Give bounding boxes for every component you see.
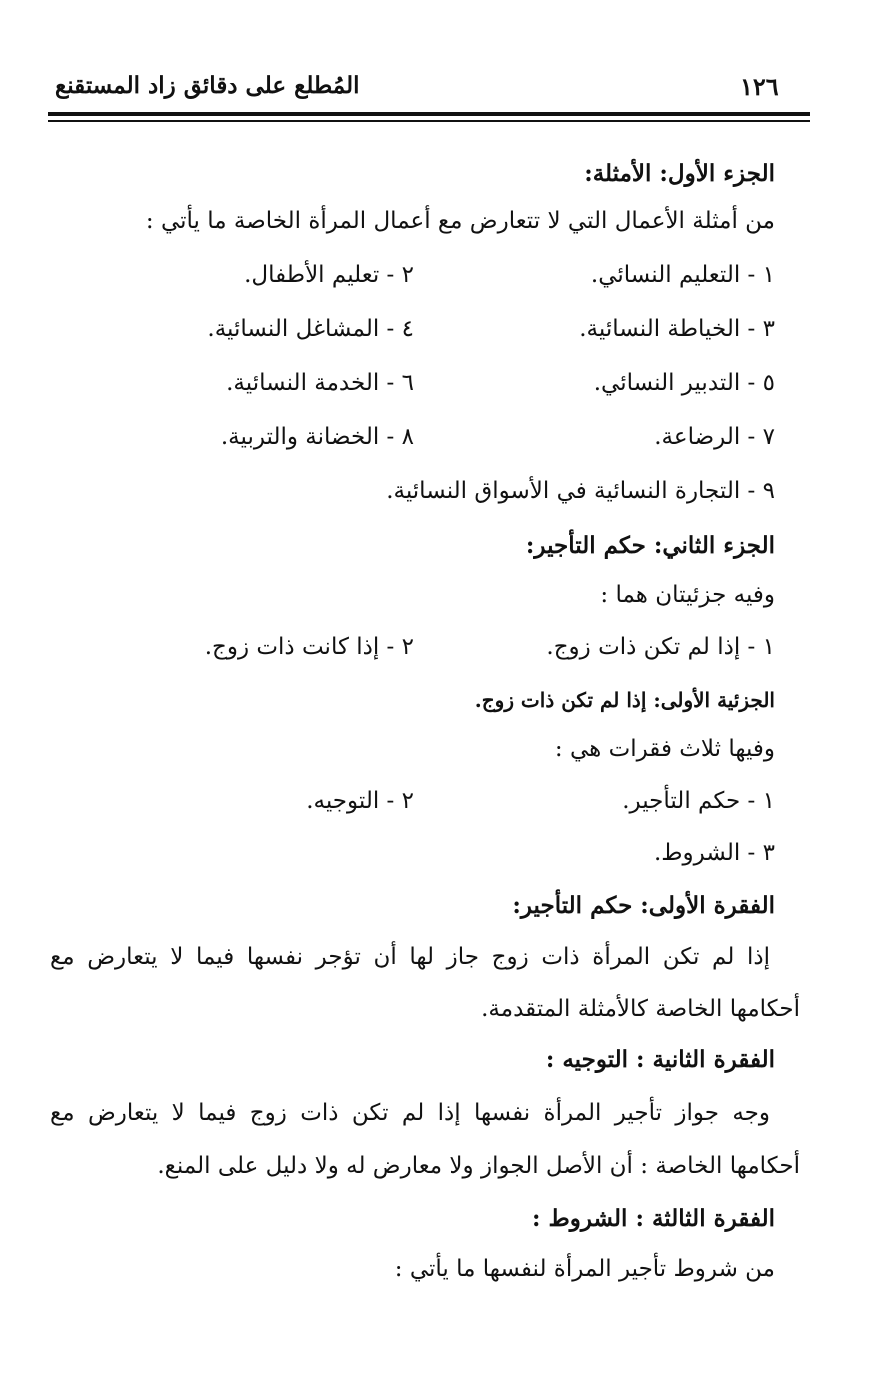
part1-intro: من أمثلة الأعمال التي لا تتعارض مع أعمال المرأة الخاصة ما يأتي :	[145, 208, 775, 234]
para2-line: وجه جواز تأجير المرأة نفسها إذا لم تكن ذات زوج فيما لا يتعارض مع	[50, 1100, 770, 1126]
part1-heading: الجزء الأول: الأمثلة:	[584, 160, 775, 187]
para1-line: أحكامها الخاصة كالأمثلة المتقدمة.	[481, 996, 800, 1022]
para2-line: أحكامها الخاصة : أن الأصل الجواز ولا معارض له ولا دليل على المنع.	[157, 1153, 800, 1179]
example-item: ٥ - التدبير النسائي.	[593, 370, 775, 396]
sub1-intro: وفيها ثلاث فقرات هي :	[554, 736, 775, 762]
sub1-item: ١ - حكم التأجير.	[622, 788, 775, 814]
para3-intro: من شروط تأجير المرأة لنفسها ما يأتي :	[394, 1256, 775, 1282]
para1-line: إذا لم تكن المرأة ذات زوج جاز لها أن تؤجر نفسها فيما لا يتعارض مع	[50, 944, 770, 970]
example-item: ٩ - التجارة النسائية في الأسواق النسائية.	[386, 478, 775, 504]
part2-item: ٢ - إذا كانت ذات زوج.	[204, 634, 414, 660]
sub1-heading: الجزئية الأولى: إذا لم تكن ذات زوج.	[474, 688, 775, 712]
example-item: ١ - التعليم النسائي.	[590, 262, 775, 288]
para3-heading: الفقرة الثالثة : الشروط :	[531, 1205, 775, 1232]
example-item: ٤ - المشاغل النسائية.	[207, 316, 414, 342]
example-item: ٣ - الخياطة النسائية.	[579, 316, 775, 342]
sub1-item: ٣ - الشروط.	[653, 840, 775, 866]
para2-heading: الفقرة الثانية : التوجيه :	[545, 1046, 775, 1073]
part2-intro: وفيه جزئيتان هما :	[600, 582, 775, 608]
part2-heading: الجزء الثاني: حكم التأجير:	[525, 532, 775, 559]
example-item: ٨ - الخضانة والتربية.	[220, 424, 414, 450]
header-rule-thin	[48, 120, 810, 122]
part2-item: ١ - إذا لم تكن ذات زوج.	[546, 634, 775, 660]
example-item: ٧ - الرضاعة.	[654, 424, 775, 450]
book-title: المُطلع على دقائق زاد المستقنع	[55, 72, 360, 99]
example-item: ٢ - تعليم الأطفال.	[244, 262, 414, 288]
para1-heading: الفقرة الأولى: حكم التأجير:	[512, 892, 775, 919]
page-number: ١٢٦	[740, 72, 779, 101]
example-item: ٦ - الخدمة النسائية.	[226, 370, 414, 396]
header-rule-thick	[48, 112, 810, 116]
sub1-item: ٢ - التوجيه.	[306, 788, 414, 814]
